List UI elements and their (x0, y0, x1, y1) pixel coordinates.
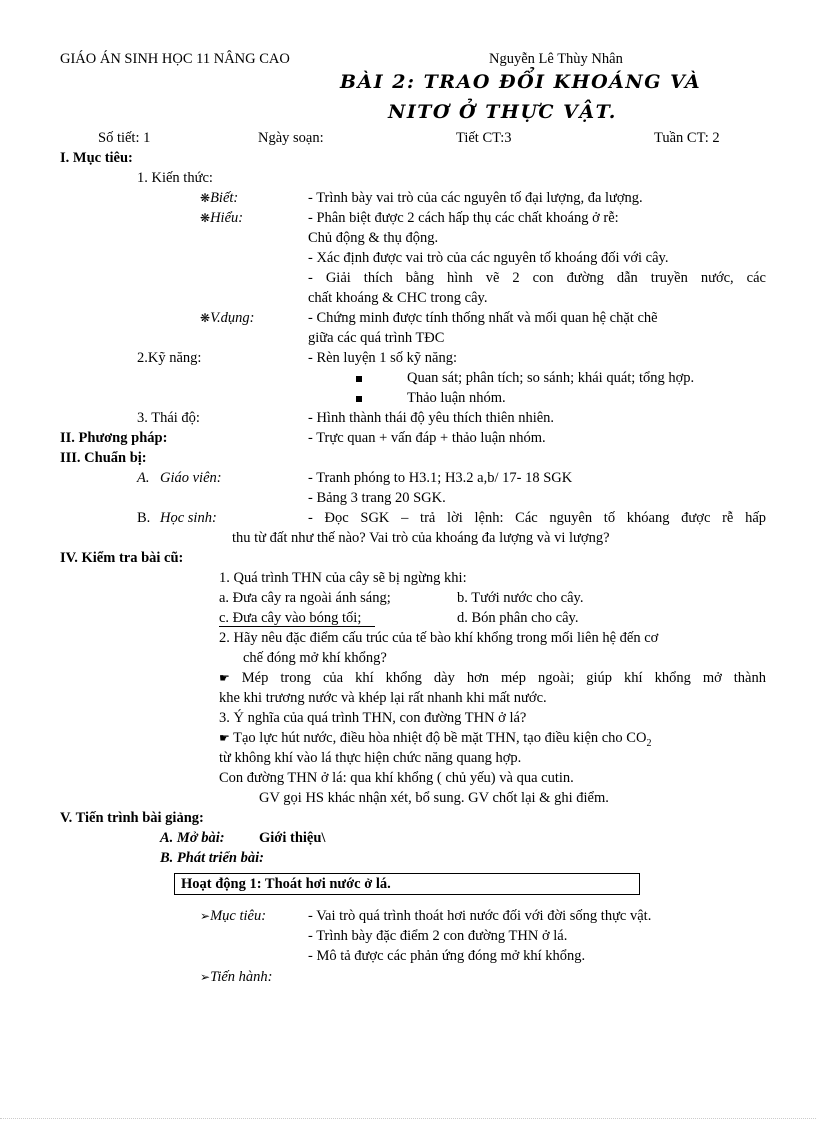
header-left: GIÁO ÁN SINH HỌC 11 NÂNG CAO (60, 51, 290, 67)
section-1-heading: I. Mục tiêu: (60, 150, 133, 166)
section-3-heading: III. Chuẩn bị: (60, 450, 147, 466)
flower-bullet-icon: ❋ (200, 211, 211, 225)
biet-item: ❋Biết: (200, 190, 239, 206)
pointing-hand-icon: ☛ (219, 731, 230, 745)
question-3: 3. Ý nghĩa của quá trình THN, con đường THN ở lá? (219, 710, 527, 726)
phat-trien-bai-label: B. Phát triển bài: (160, 850, 264, 866)
tien-hanh-item: ➢Tiến hành: (200, 969, 273, 985)
vdung-text-b: giữa các quá trình TĐC (308, 330, 445, 346)
pointing-hand-icon: ☛ (219, 671, 230, 685)
answer-3-c: Con đường THN ở lá: qua khí khổng ( chủ yếu) và qua cutin. (219, 770, 574, 786)
thai-do-text: - Hình thành thái độ yêu thích thiên nhiên. (308, 410, 555, 426)
question-2-b: chế đóng mở khí khổng? (243, 650, 387, 666)
muc-tieu-3: - Mô tả được các phản ứng đóng mở khí khổng. (308, 948, 586, 964)
biet-text: - Trình bày vai trò của các nguyên tố đại lượng, đa lượng. (308, 190, 643, 206)
question-1: 1. Quá trình THN của cây sẽ bị ngừng khi: (219, 570, 467, 586)
hs-label: Học sinh: (160, 510, 217, 526)
muc-tieu-item: ➢Mục tiêu: (200, 908, 267, 924)
question-1-option-d: d. Bón phân cho cây. (457, 610, 579, 626)
ngay-soan: Ngày soạn: (258, 130, 324, 146)
so-tiet: Số tiết: 1 (98, 130, 151, 146)
answer-2-a: ☛ Mép trong của khí khổng dày hơn mép ngoài; giúp khí khổng mở thành (219, 670, 766, 686)
flower-bullet-icon: ❋ (200, 191, 211, 205)
gv-item-2: - Bảng 3 trang 20 SGK. (308, 490, 446, 506)
page-bottom-divider (0, 1118, 816, 1119)
muc-tieu-2: - Trình bày đặc điểm 2 con đường THN ở lá. (308, 928, 568, 944)
hieu-item: ❋Hiểu: (200, 210, 244, 226)
gv-note: GV gọi HS khác nhận xét, bổ sung. GV chốt lại & ghi điểm. (259, 790, 609, 806)
hieu-text-3a: - Giải thích bằng hình vẽ 2 con đường dẫn truyền nước, các (308, 270, 766, 286)
ky-nang-text: - Rèn luyện 1 số kỹ năng: (308, 350, 458, 366)
tuan-ct: Tuần CT: 2 (654, 130, 720, 146)
lesson-title-line2: NITƠ Ở THỰC VẬT. (388, 101, 617, 123)
mo-bai-label: A. Mở bài: (160, 830, 225, 846)
ky-nang-bullet-1: Quan sát; phân tích; so sánh; khái quát; tổng hợp. (407, 370, 695, 386)
thai-do-label: 3. Thái độ: (137, 410, 200, 426)
question-1-option-b: b. Tưới nước cho cây. (457, 590, 584, 606)
tiet-ct: Tiết CT:3 (456, 130, 512, 146)
answer-3-a: ☛ Tạo lực hút nước, điều hòa nhiệt độ bề mặt THN, tạo điều kiện cho $CO_2$ (219, 730, 652, 749)
hs-label-letter: B. (137, 510, 151, 526)
section-2-heading: II. Phương pháp: (60, 430, 168, 446)
vdung-item: ❋V.dụng: (200, 310, 255, 326)
ky-nang-bullet-2: Thảo luận nhóm. (407, 390, 506, 406)
arrow-bullet-icon: ➢ (200, 970, 211, 984)
question-1-option-a: a. Đưa cây ra ngoài ánh sáng; (219, 590, 391, 606)
hieu-text-3b: chất khoáng & CHC trong cây. (308, 290, 488, 306)
question-2-a: 2. Hãy nêu đặc điểm cấu trúc của tế bào khí khổng trong mối liên hệ đến cơ (219, 630, 659, 646)
answer-2-b: khe khi trương nước và khép lại rất nhanh khi mất nước. (219, 690, 547, 706)
gv-item-1: - Tranh phóng to H3.1; H3.2 a,b/ 17- 18 SGK (308, 470, 573, 486)
question-1-option-c: c. Đưa cây vào bóng tối; (219, 608, 375, 628)
gv-label: Giáo viên: (160, 470, 222, 486)
ky-nang-label: 2.Kỹ năng: (137, 350, 202, 366)
vdung-text-a: - Chứng minh được tính thống nhất và mối quan hệ chặt chẽ (308, 310, 658, 326)
phuong-phap-text: - Trực quan + vấn đáp + thảo luận nhóm. (308, 430, 546, 446)
arrow-bullet-icon: ➢ (200, 909, 211, 923)
hieu-text-1a: - Phân biệt được 2 cách hấp thụ các chất khoáng ở rễ: (308, 210, 619, 226)
mo-bai-text: Giới thiệu\ (259, 830, 326, 846)
activity-1-title: Hoạt động 1: Thoát hơi nước ở lá. (181, 876, 391, 892)
section-5-heading: V. Tiến trình bài giảng: (60, 810, 204, 826)
section-4-heading: IV. Kiểm tra bài cũ: (60, 550, 184, 566)
square-bullet-icon (356, 388, 362, 408)
header-author: Nguyễn Lê Thùy Nhân (489, 51, 623, 67)
hieu-text-1b: Chủ động & thụ động. (308, 230, 439, 246)
square-bullet-icon (356, 368, 362, 388)
kien-thuc-label: 1. Kiến thức: (137, 170, 213, 186)
lesson-title-line1: BÀI 2: TRAO ĐỔI KHOÁNG VÀ (340, 71, 702, 93)
hs-item-2: thu từ đất như thế nào? Vai trò của khoáng đa lượng và vi lượng? (232, 530, 610, 546)
hs-item-1: - Đọc SGK – trả lời lệnh: Các nguyên tố khóang được rễ hấp (308, 510, 766, 526)
muc-tieu-1: - Vai trò quá trình thoát hơi nước đối với đời sống thực vật. (308, 908, 652, 924)
flower-bullet-icon: ❋ (200, 311, 211, 325)
answer-3-b: từ không khí vào lá thực hiện chức năng quang hợp. (219, 750, 522, 766)
gv-label-letter: A. (137, 470, 150, 486)
hieu-text-2: - Xác định được vai trò của các nguyên tố khoáng đối với cây. (308, 250, 669, 266)
